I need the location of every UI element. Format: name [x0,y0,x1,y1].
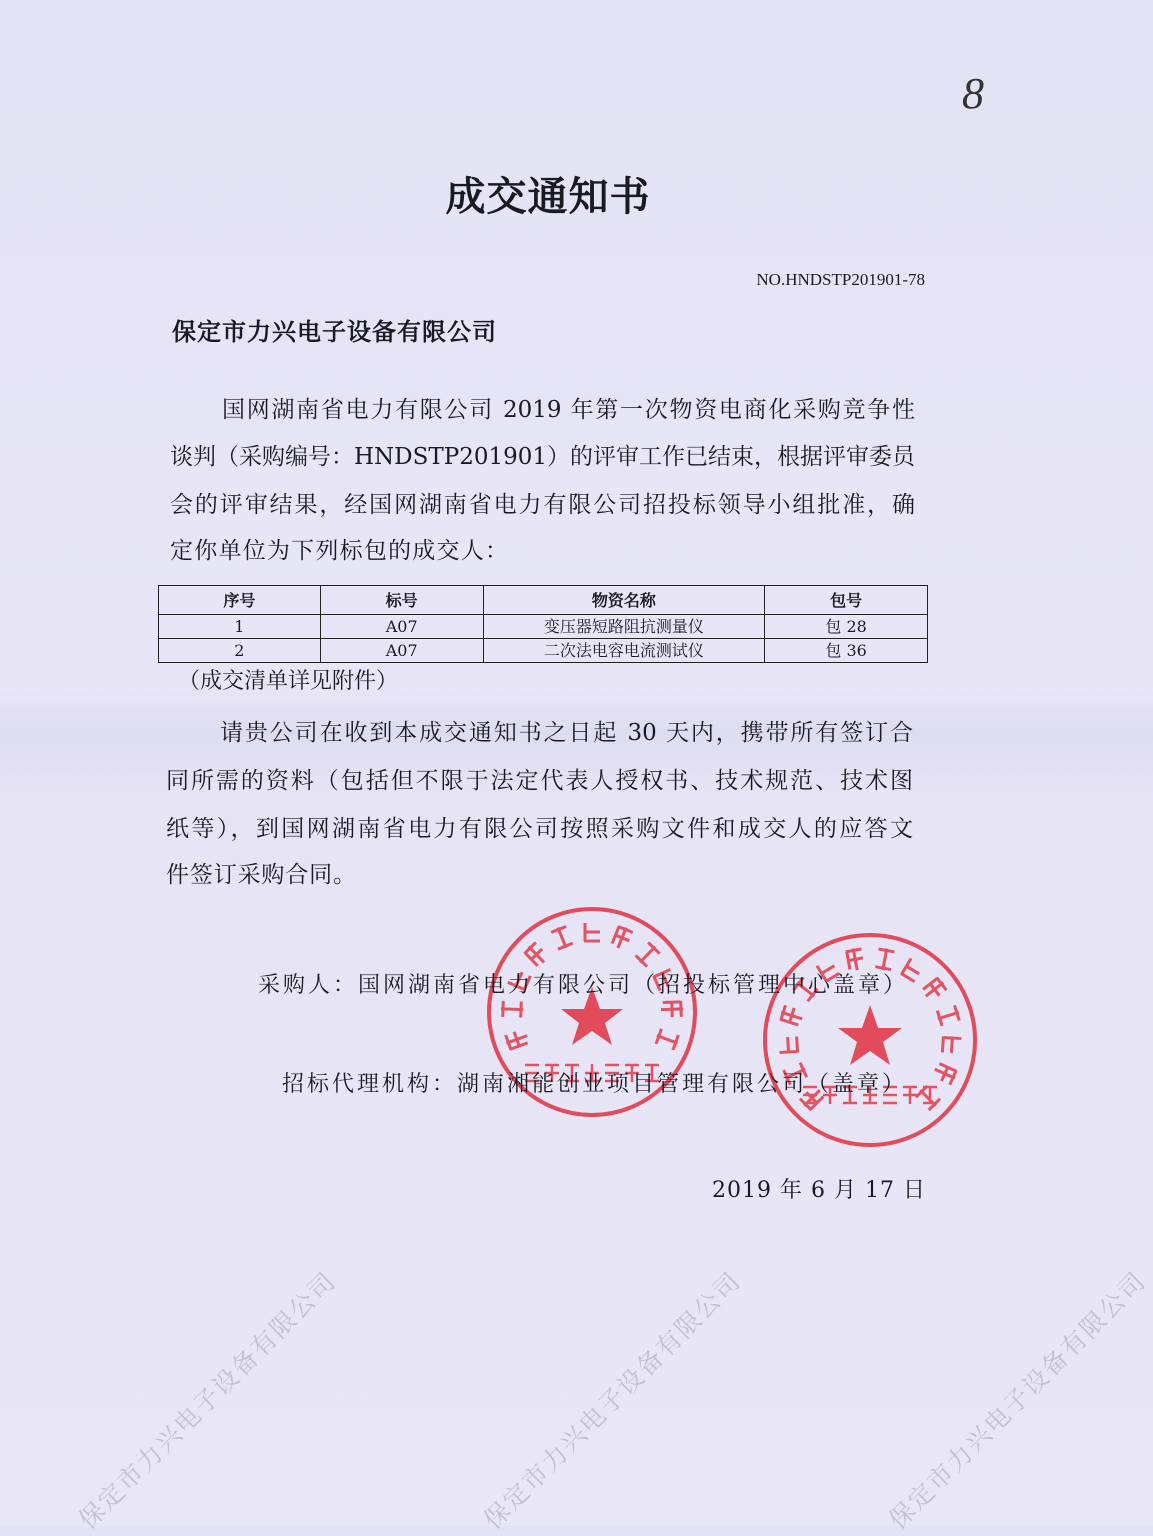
header-cell: 序号 [159,586,321,615]
agency-signature-line: 招标代理机构：湖南湘能创业项目管理有限公司（盖章） [282,1072,908,1097]
table-note: （成交清单详见附件） [178,669,399,694]
paragraph-line: 国网湖南省电力有限公司 2019 年第一次物资电商化采购竞争性 [222,397,915,423]
seal-glyph [921,976,948,1002]
paragraph-line: 同所需的资料（包括但不限于法定代表人授权书、技术规范、技术图 [166,768,913,794]
seal-glyph [584,923,600,941]
seal-glyph [661,1001,684,1018]
seal-glyph [915,1085,942,1112]
watermark-text: 保定市力兴电子设备有限公司 [73,1265,342,1535]
seal-glyph [504,1028,530,1051]
header-cell: 物资名称 [483,586,765,615]
cell-package: 包 28 [765,615,928,639]
watermark-text: 保定市力兴电子设备有限公司 [478,1265,747,1535]
seal-glyph [610,925,633,951]
handwritten-page-number: 8 [962,69,984,118]
paragraph-line: 件签订采购合同。 [166,862,356,888]
seal-glyph [550,925,573,951]
issue-date: 2019 年 6 月 17 日 [712,1178,926,1203]
table-row [159,615,928,639]
table-header-row [159,586,928,615]
document-number: NO.HNDSTP201901-78 [756,270,925,289]
header-cell: 包号 [765,586,928,615]
cell-index: 2 [159,639,321,663]
paragraph-line: 谈判（采购编号：HNDSTP201901）的评审工作已结束，根据评审委员 [170,444,915,470]
seal-glyph [779,1005,805,1027]
document-title: 成交通知书 [445,173,651,220]
cell-material: 变压器短路阻抗测量仪 [483,615,765,639]
agency-seal [760,930,980,1150]
purchaser-signature-line: 采购人：国网湖南省电力有限公司（招投标管理中心盖章） [258,973,909,998]
table-row [159,639,928,663]
paragraph-line: 会的评审结果，经国网湖南省电力有限公司招投标领导小组批准，确 [170,492,915,518]
paragraph-line: 定你单位为下列标包的成交人： [170,538,508,564]
award-table [158,585,928,663]
cell-index: 1 [159,615,321,639]
seal-glyph [654,1028,680,1051]
paragraph-line: 请贵公司在收到本成交通知书之日起 30 天内，携带所有签订合 [220,720,913,746]
seal-glyph [931,1062,958,1086]
cell-lot: A07 [320,639,483,663]
watermark-text: 保定市力兴电子设备有限公司 [883,1265,1152,1535]
seal-glyph [942,1036,961,1053]
addressee: 保定市力兴电子设备有限公司 [172,317,497,346]
seal-glyph [634,941,661,968]
cell-package: 包 36 [765,639,928,663]
seal-glyph [501,1001,524,1018]
cell-lot: A07 [320,615,483,639]
seal-glyph [523,941,550,968]
header-cell: 标号 [320,586,483,615]
seal-glyph [779,1036,798,1053]
seal-glyph [935,1005,961,1027]
paragraph-line: 纸等），到国网湖南省电力有限公司按照采购文件和成交人的应答文 [166,816,913,842]
cell-material: 二次法电容电流测试仪 [483,639,765,663]
